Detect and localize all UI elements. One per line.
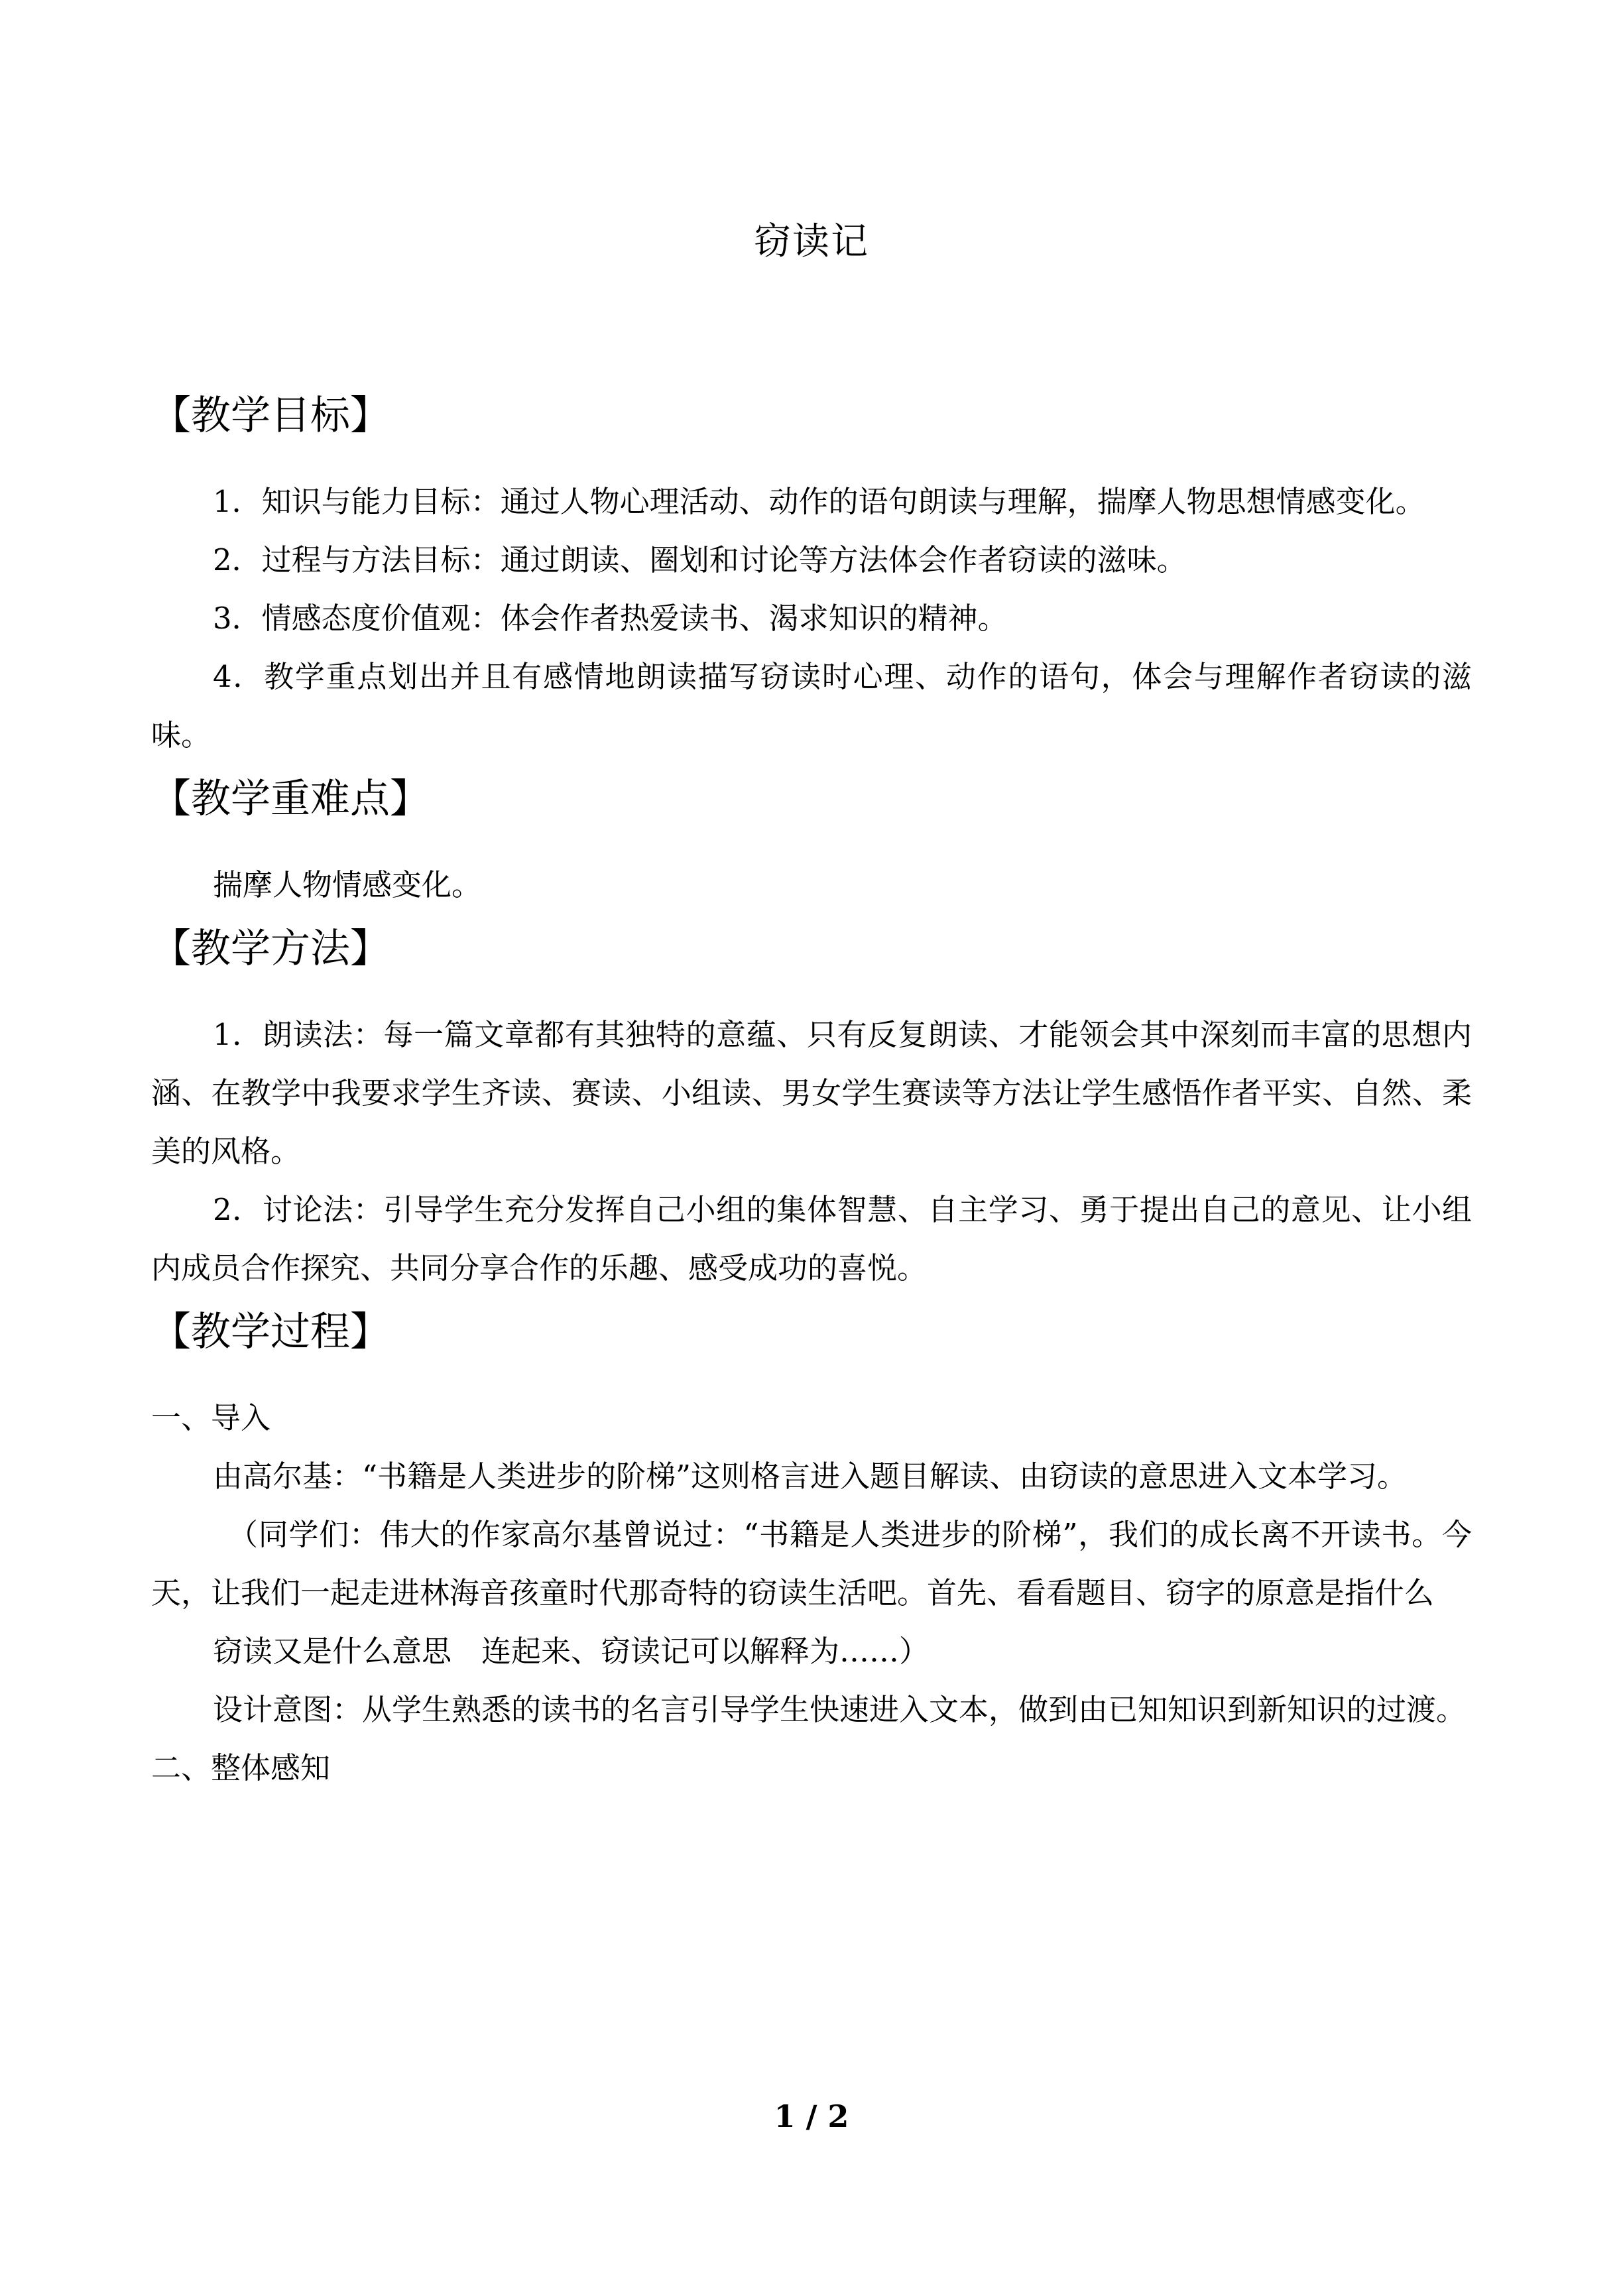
section-heading-process: 【教学过程】 <box>151 1309 390 1355</box>
method-item-2: 2．讨论法：引导学生充分发挥自己小组的集体智慧、自主学习、勇于提出自己的意见、让小组内成员合作探究、共同分享合作的乐趣、感受成功的喜悦。 <box>151 1192 1472 1286</box>
section-heading-goals: 【教学目标】 <box>151 393 390 439</box>
goal-item-2: 2．过程与方法目标：通过朗读、圈划和讨论等方法体会作者窃读的滋味。 <box>213 542 1187 577</box>
goal-item-4: 4．教学重点划出并且有感情地朗读描写窃读时心理、动作的语句，体会与理解作者窃读的滋味。 <box>151 659 1472 753</box>
goal-item-1: 1．知识与能力目标：通过人物心理活动、动作的语句朗读与理解，揣摩人物思想情感变化。 <box>213 484 1425 519</box>
process-step-1-paragraph-3: 窃读又是什么意思 连起来、窃读记可以解释为……） <box>213 1634 930 1669</box>
section-heading-key-points: 【教学重难点】 <box>151 776 430 822</box>
process-step-1-paragraph-1: 由高尔基：“书籍是人类进步的阶梯”这则格言进入题目解读、由窃读的意思进入文本学习。 <box>213 1459 1408 1494</box>
process-step-2-title: 二、整体感知 <box>151 1750 331 1785</box>
key-points-text: 揣摩人物情感变化。 <box>213 867 482 902</box>
goal-item-3: 3．情感态度价值观：体会作者热爱读书、渴求知识的精神。 <box>213 601 1008 636</box>
page-number: 1 / 2 <box>774 2098 849 2134</box>
document-title: 窃读记 <box>754 220 869 263</box>
process-step-1-paragraph-4: 设计意图：从学生熟悉的读书的名言引导学生快速进入文本，做到由已知知识到新知识的过渡。 <box>213 1692 1467 1727</box>
section-heading-methods: 【教学方法】 <box>151 926 390 972</box>
method-item-1: 1．朗读法：每一篇文章都有其独特的意蕴、只有反复朗读、才能领会其中深刻而丰富的思想内涵、在教学中我要求学生齐读、赛读、小组读、男女学生赛读等方法让学生感悟作者平实、自然、柔美的风格。 <box>151 1017 1472 1169</box>
process-step-1-title: 一、导入 <box>151 1400 271 1435</box>
document-body <box>151 381 1472 1797</box>
process-step-1-paragraph-2: （同学们：伟大的作家高尔基曾说过：“书籍是人类进步的阶梯”，我们的成长离不开读书。今天，让我们一起走进林海音孩童时代那奇特的窃读生活吧。首先、看看题目、窃字的原意是指什么 <box>151 1517 1472 1610</box>
